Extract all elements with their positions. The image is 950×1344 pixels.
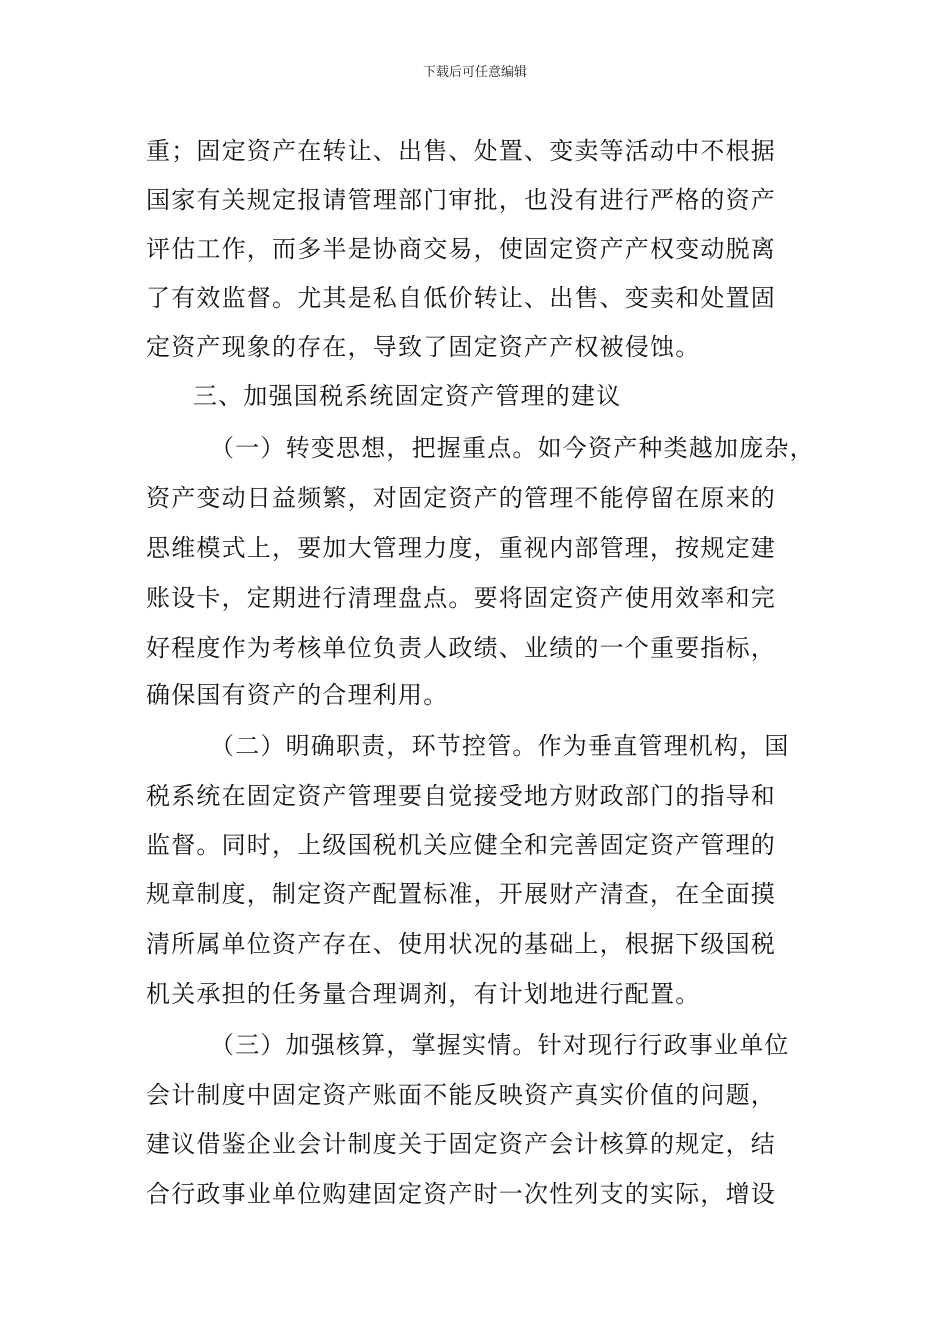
text-line: 清所属单位资产存在、使用状况的基础上，根据下级国税 [146, 930, 776, 958]
text-line: 重；固定资产在转让、出售、处置、变卖等活动中不根据 [146, 137, 776, 165]
text-line: 资产变动日益频繁，对固定资产的管理不能停留在原来的 [146, 484, 776, 512]
text-line: 确保国有资产的合理利用。 [146, 681, 449, 709]
text-line: 监督。同时，上级国税机关应健全和完善固定资产管理的 [146, 831, 776, 859]
text-line: 合行政事业单位购建固定资产时一次性列支的实际，增设 [146, 1180, 776, 1208]
text-line: 思维模式上，要加大管理力度，重视内部管理，按规定建 [146, 534, 776, 562]
text-line: 评估工作，而多半是协商交易，使固定资产产权变动脱离 [146, 235, 776, 263]
text-line: 好程度作为考核单位负责人政绩、业绩的一个重要指标， [146, 634, 776, 662]
text-line: 会计制度中固定资产账面不能反映资产真实价值的问题， [146, 1081, 776, 1109]
page-header: 下载后可任意编辑 [422, 65, 527, 80]
paragraph-first-line: （三）加强核算，掌握实情。针对现行行政事业单位 [210, 1031, 790, 1059]
text-line: 建议借鉴企业会计制度关于固定资产会计核算的规定，结 [146, 1130, 776, 1158]
text-line: 定资产现象的存在，导致了固定资产产权被侵蚀。 [146, 333, 701, 361]
text-line: 国家有关规定报请管理部门审批，也没有进行严格的资产 [146, 186, 776, 214]
text-line: 机关承担的任务量合理调剂，有计划地进行配置。 [146, 980, 701, 1008]
paragraph-first-line: （一）转变思想，把握重点。如今资产种类越加庞杂， [210, 434, 815, 462]
text-line: 账设卡，定期进行清理盘点。要将固定资产使用效率和完 [146, 584, 776, 612]
section-heading: 三、加强国税系统固定资产管理的建议 [193, 382, 622, 410]
paragraph-first-line: （二）明确职责，环节控管。作为垂直管理机构，国 [210, 732, 790, 760]
text-line: 规章制度，制定资产配置标准，开展财产清查，在全面摸 [146, 880, 776, 908]
text-line: 税系统在固定资产管理要自觉接受地方财政部门的指导和 [146, 782, 776, 810]
text-line: 了有效监督。尤其是私自低价转让、出售、变卖和处置固 [146, 284, 776, 312]
